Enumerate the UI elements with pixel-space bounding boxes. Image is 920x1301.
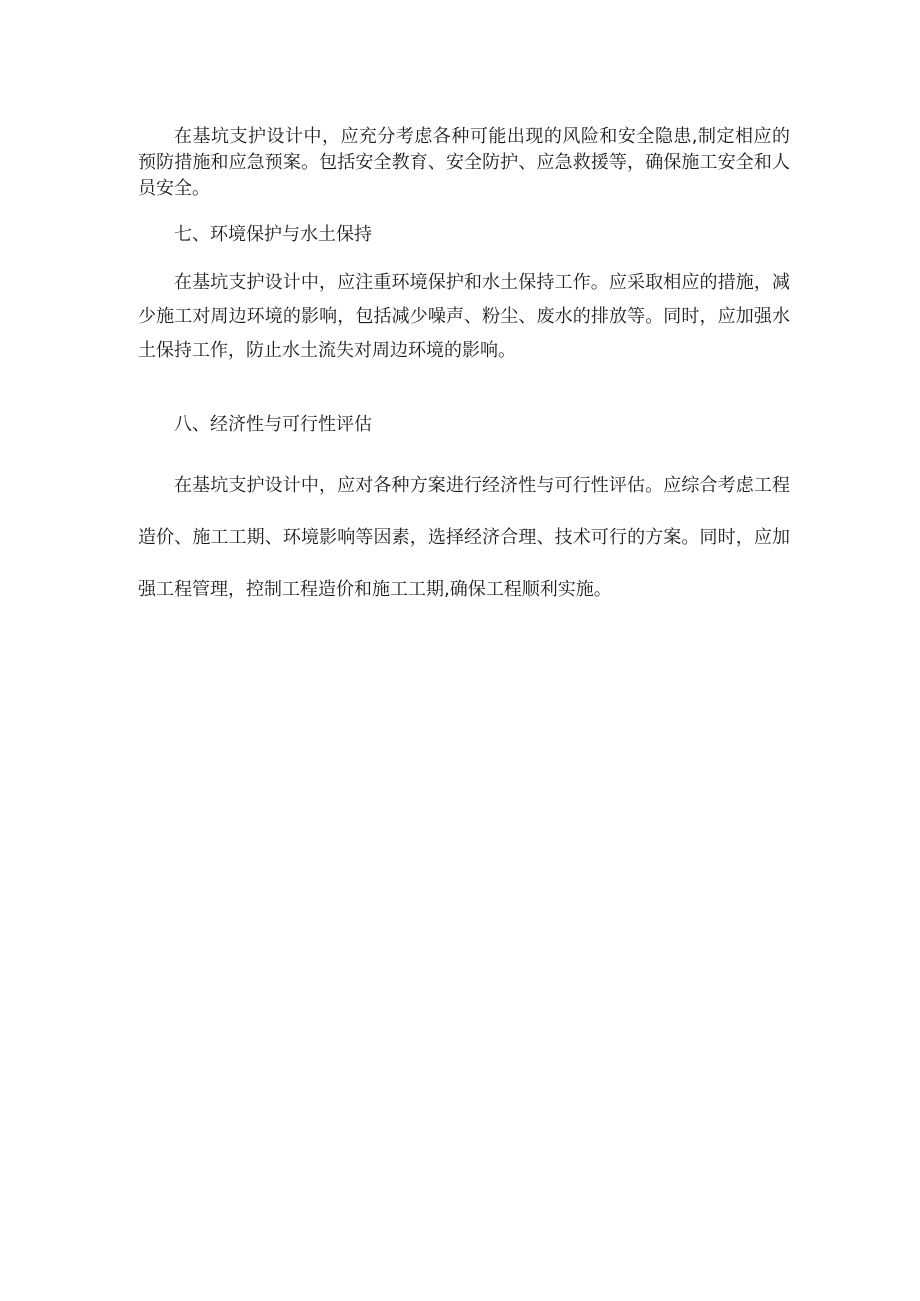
safety-paragraph: 在基坑支护设计中，应充分考虑各种可能出现的风险和安全隐患,制定相应的预防措施和应急预案。包括安全教育、安全防护、应急救援等，确保施工安全和人员安全。 [138, 126, 790, 199]
section-8-body: 在基坑支护设计中，应对各种方案进行经济性与可行性评估。应综合考虑工程造价、施工工期、环境影响等因素，选择经济合理、技术可行的方案。同时，应加强工程管理，控制工程造价和施工工期,确保工程顺利实施。 [138, 475, 790, 600]
section-7-body: 在基坑支护设计中，应注重环境保护和水土保持工作。应采取相应的措施，减少施工对周边环境的影响，包括减少噪声、粉尘、废水的排放等。同时，应加强水土保持工作，防止水土流失对周边环境的影响。 [138, 272, 790, 361]
section-7-heading: 七、环境保护与水土保持 [174, 224, 372, 245]
section-8-heading: 八、经济性与可行性评估 [174, 414, 372, 435]
